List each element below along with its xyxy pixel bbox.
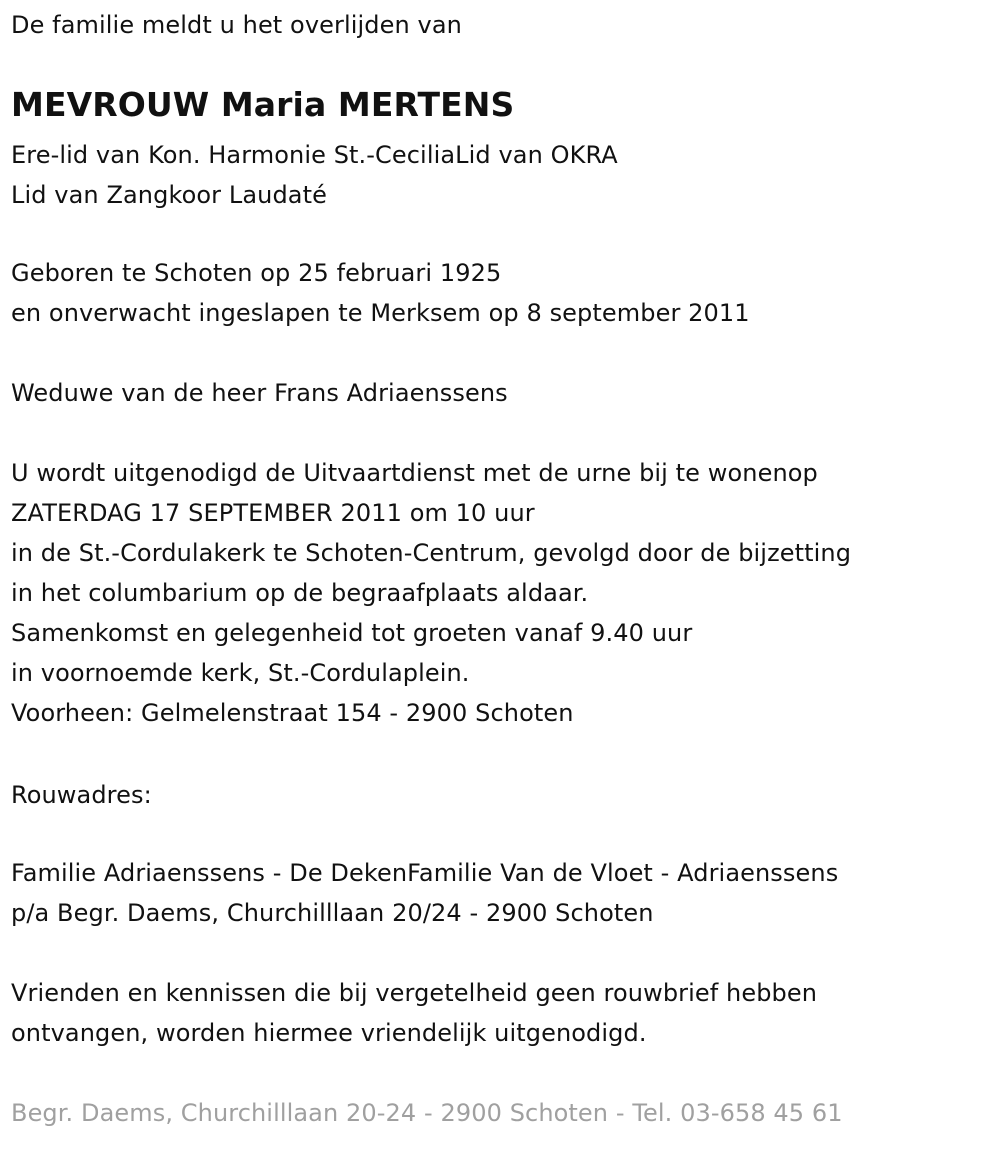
death-line: en onverwacht ingeslapen te Merksem op 8 september 2011 (11, 299, 750, 327)
ceremony-line: U wordt uitgenodigd de Uitvaartdienst met de urne bij te wonenop (11, 459, 818, 487)
ceremony-line: Voorheen: Gelmelenstraat 154 - 2900 Schoten (11, 699, 574, 727)
funeral-home-footer: Begr. Daems, Churchilllaan 20-24 - 2900 Schoten - Tel. 03-658 45 61 (11, 1099, 843, 1127)
membership-line: Ere-lid van Kon. Harmonie St.-CeciliaLid van OKRA (11, 141, 618, 169)
ceremony-line: in voornoemde kerk, St.-Cordulaplein. (11, 659, 470, 687)
mourning-address-line: p/a Begr. Daems, Churchilllaan 20/24 - 2900 Schoten (11, 899, 654, 927)
closing-line: ontvangen, worden hiermee vriendelijk uitgenodigd. (11, 1019, 647, 1047)
intro-text: De familie meldt u het overlijden van (11, 11, 462, 39)
deceased-name: MEVROUW Maria MERTENS (11, 85, 515, 124)
membership-line: Lid van Zangkoor Laudaté (11, 181, 327, 209)
widow-line: Weduwe van de heer Frans Adriaenssens (11, 379, 508, 407)
ceremony-line: in het columbarium op de begraafplaats aldaar. (11, 579, 589, 607)
ceremony-line: Samenkomst en gelegenheid tot groeten vanaf 9.40 uur (11, 619, 693, 647)
mourning-label: Rouwadres: (11, 781, 152, 809)
ceremony-line: in de St.-Cordulakerk te Schoten-Centrum, gevolgd door de bijzetting (11, 539, 852, 567)
mourning-address-line: Familie Adriaenssens - De DekenFamilie Van de Vloet - Adriaenssens (11, 859, 839, 887)
closing-line: Vrienden en kennissen die bij vergetelheid geen rouwbrief hebben (11, 979, 818, 1007)
birth-line: Geboren te Schoten op 25 februari 1925 (11, 259, 502, 287)
ceremony-line: ZATERDAG 17 SEPTEMBER 2011 om 10 uur (11, 499, 535, 527)
